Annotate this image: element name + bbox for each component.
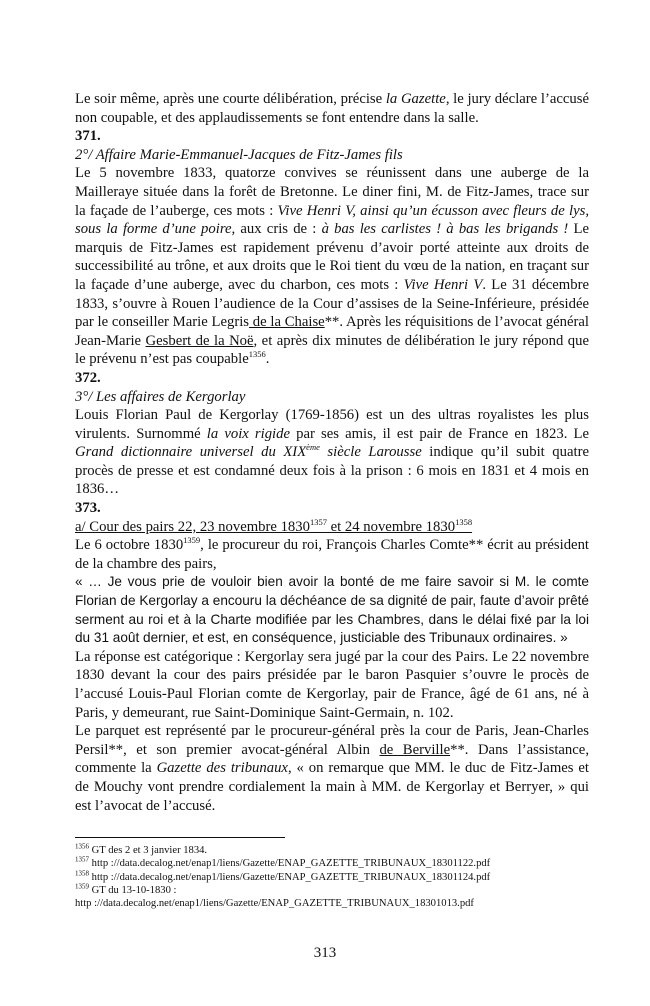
text: indique qu’il subit quatre procès de presse et est condamné deux fois à la prison : 6 mois en 1831 et 4 mois en 1836… <box>75 444 589 498</box>
text: Le 5 novembre 1833, quatorze convives se réunissent dans une auberge de la Mailleraye située dans la forêt de Bretonne. Le diner fini, M. de Fitz-James, trace sur la façade de l’auberge, ces mots : <box>75 165 589 219</box>
text: Le 6 octobre 1830 <box>75 537 184 554</box>
paragraph-reponse: La réponse est catégorique : Kergorlay sera jugé par la cour des Pairs. Le 22 novembre 1830 devant la cour des pairs présidée par le baron Pasquier s’ouvre le procès de l’accusé Louis-Paul Florian comte de Kergorlay, pair de France, âgé de 61 ans, né à Paris, y demeurant, rue Saint-Dominique Saint-Germain, n. 102. <box>75 648 589 721</box>
text: Grand dictionnaire universel du XIX <box>75 444 307 461</box>
section-number-373: 373. <box>75 500 101 517</box>
paragraph-parquet <box>75 722 589 815</box>
footnote-number: 1358 <box>75 869 89 878</box>
underlined-name: de Berville <box>379 741 451 758</box>
section-heading-fitz-james: 2°/ Affaire Marie-Emmanuel-Jacques de Fitz-James fils <box>75 146 403 163</box>
footnote-ref: 1357 <box>309 516 327 527</box>
footnote-1359 <box>75 884 589 897</box>
text: . <box>265 351 270 368</box>
section-heading-kergorlay: 3°/ Les affaires de Kergorlay <box>75 388 246 405</box>
text-italic: à bas les carlistes ! à bas les brigands ! <box>321 221 569 238</box>
footnote-text: http ://data.decalog.net/enap1/liens/Gazette/ENAP_GAZETTE_TRIBUNAUX_18301122.pdf <box>89 858 491 870</box>
footnote-1357 <box>75 857 589 870</box>
text: Le soir même, après une courte délibération, précise <box>75 91 386 107</box>
underlined-name: de la Chaise <box>249 314 325 331</box>
footnote-text: GT des 2 et 3 janvier 1834. <box>89 845 208 857</box>
footnote-ref: 1356 <box>248 349 266 360</box>
footnote-1356 <box>75 844 589 857</box>
underlined-name: Gesbert de la Noë <box>145 332 254 349</box>
text-italic: la Gazette <box>385 91 446 107</box>
text: et 24 novembre 1830 <box>326 518 456 535</box>
text: a/ Cour des pairs 22, 23 novembre 1830 <box>75 518 310 535</box>
text-italic: Vive Henri V <box>403 276 483 293</box>
section-number-371: 371. <box>75 128 101 145</box>
footnote-number: 1357 <box>75 855 89 864</box>
text: aux cris de : <box>235 221 322 238</box>
text: , le jury déclare l’accusé non coupable, et des applaudissements se font entendre dans la salle. <box>75 91 589 126</box>
text: **. Dans l’assistance, commente la <box>75 741 589 777</box>
section-heading-cour-des-pairs <box>75 518 589 537</box>
paragraph-fitz-james <box>75 164 589 369</box>
text: , « on remarque que MM. le duc de Fitz-James et de Mouchy vont prendre cordialement la main à MM. de Kergorlay et Berryer, » qui est l’avocat de l’accusé. <box>75 760 589 814</box>
footnote-divider <box>75 837 285 838</box>
page-body <box>75 90 589 911</box>
footnote-ref: 1359 <box>183 535 201 546</box>
text-italic: Gazette des tribunaux <box>156 760 288 777</box>
text-italic: Vive Henri V, ainsi qu’un écusson avec fleurs de lys, sous la forme d’une poire, <box>75 202 589 238</box>
footnote-text: http ://data.decalog.net/enap1/liens/Gazette/ENAP_GAZETTE_TRIBUNAUX_18301124.pdf <box>89 871 491 883</box>
text: **. Après les réquisitions de l’avocat général Jean-Marie <box>75 314 589 349</box>
text: par ses amis, il est pair de France en 1823. Le <box>290 425 589 442</box>
text: siècle Larousse <box>319 444 422 461</box>
footnote-1359-url: http ://data.decalog.net/enap1/liens/Gazette/ENAP_GAZETTE_TRIBUNAUX_18301013.pdf <box>75 898 474 910</box>
quote-letter: « … Je vous prie de vouloir bien avoir la bonté de me faire savoir si M. le comte Florian de Kergorlay a encouru la déchéance de sa dignité de pair, faute d’avoir prêté serment au roi et à la Charte modifiée par les Chambres, dans le délai fixé par la loi du 31 août dernier, et est, en conséquence, justiciable des Tribunaux ordinaires. » <box>75 574 589 646</box>
paragraph-kergorlay <box>75 406 589 499</box>
superscript: ème <box>306 442 320 453</box>
text: Louis Florian Paul de Kergorlay (1769-1856) est un des ultras royalistes les plus virulents. Surnommé <box>75 407 589 442</box>
text: . Le 31 décembre 1833, s’ouvre à Rouen l’audience de la Cour d’assises de la Seine-Inférieure, présidée par le conseiller Marie Legris <box>75 276 589 331</box>
footnote-number: 1359 <box>75 882 89 891</box>
text: , le procureur du roi, François Charles Comte** écrit au président de la chambre des pairs, <box>75 537 589 572</box>
section-number-372: 372. <box>75 369 101 386</box>
text: Le marquis de Fitz-James est rapidement prévenu d’avoir porté atteinte aux droits de successibilité au trône, et aux droits que le Roi tient du vœu de la nation, en traçant sur la façade d’une auberge, avec du charbon, ces mots : <box>75 221 589 293</box>
paragraph-procureur <box>75 536 589 573</box>
paragraph-verdict <box>75 90 589 127</box>
footnote-1358 <box>75 871 589 884</box>
footnote-number: 1356 <box>75 842 89 851</box>
text: , et après dix minutes de délibération le jury répond que le prévenu n’est pas coupable <box>75 332 590 368</box>
footnote-ref: 1358 <box>455 516 473 527</box>
text: Le parquet est représenté par le procureur-général près la cour de Paris, Jean-Charles Persil**, et son premier avocat-général Albin <box>75 723 589 758</box>
text-italic: la voix rigide <box>206 425 290 442</box>
text-italic <box>75 444 422 460</box>
page-number: 313 <box>313 945 337 961</box>
footnote-text: GT du 13-10-1830 : <box>89 885 177 897</box>
